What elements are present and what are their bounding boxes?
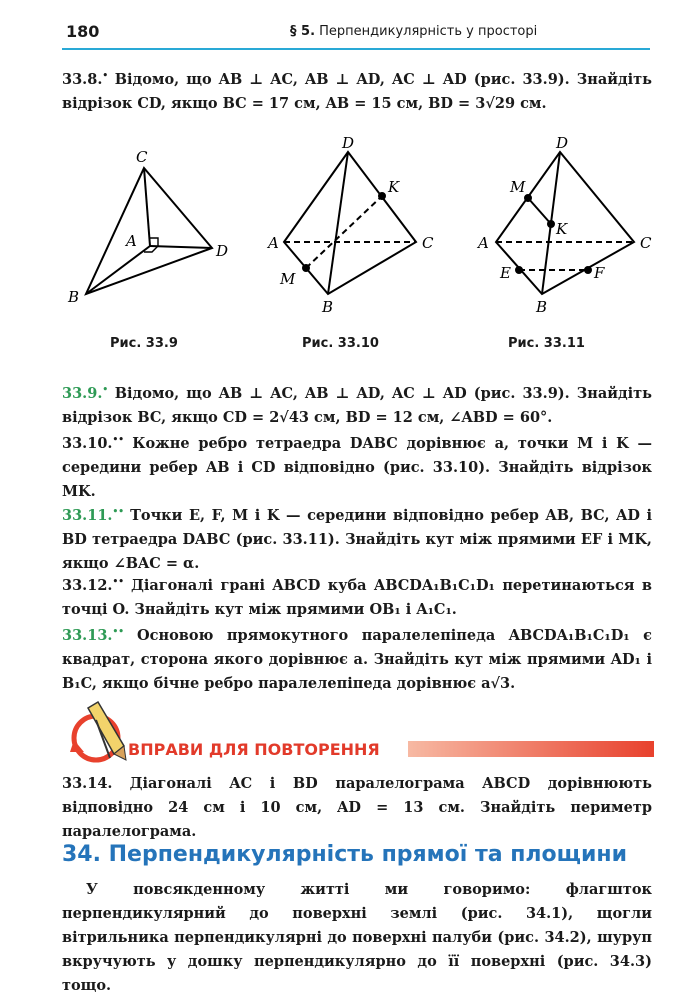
difficulty-marker: •: [102, 385, 109, 395]
problem-text: Основою прямокутного паралелепіпеда ABCDA₁B₁C₁D₁ є квадрат, сторона якого дорівнює a. Знайдіть кут між прямими AD₁ і B₁C, якщо бічне ребро паралелепіпеда дорівнює a√3.: [62, 626, 652, 692]
section-title: [290, 24, 537, 39]
problem-number: 33.13.: [62, 626, 113, 644]
label-B: B: [536, 298, 548, 316]
figure-caption: Рис. 33.10: [302, 336, 379, 351]
label-M: M: [510, 178, 526, 196]
review-banner-title: ВПРАВИ ДЛЯ ПОВТОРЕННЯ: [128, 740, 380, 759]
figures-svg: [62, 130, 652, 360]
page-number: 180: [66, 22, 100, 41]
label-A: A: [268, 234, 279, 252]
problem-number: 33.10.: [62, 434, 113, 452]
problem-number: 33.11.: [62, 506, 113, 524]
problem-33-14: [62, 772, 652, 844]
problem-33-11: [62, 500, 652, 576]
intro-paragraph: У повсякденному житті ми говоримо: флагшток перпендикулярний до поверхні землі (рис. 34.1), щогли вітрильника перпендикулярні до поверхні палуби (рис. 34.2), шуруп вкручують у дошку перпендикулярно до її поверхні (рис. 34.3) тощо.: [62, 881, 652, 994]
problem-number: 33.9.: [62, 384, 103, 402]
problem-33-13: [62, 620, 652, 696]
problem-33-8: [62, 64, 652, 116]
page-header: [62, 22, 650, 50]
problem-text: Кожне ребро тетраедра DABC дорівнює a, точки M і K — середини ребер AB і CD відповідно (рис. 33.10). Знайдіть відрізок MK.: [62, 434, 652, 500]
section-mark: § 5.: [290, 24, 316, 39]
problem-text: Відомо, що AB ⊥ AC, AB ⊥ AD, AC ⊥ AD (рис. 33.9). Знайдіть відрізок CD, якщо BC = 17 см, AB = 15 см, BD = 3√29 см.: [62, 70, 652, 112]
section-heading: 34. Перпендикулярність прямої та площини: [62, 842, 627, 867]
label-B: B: [322, 298, 334, 316]
label-D: D: [342, 134, 355, 152]
problem-number: 33.12.: [62, 576, 113, 594]
figure-33-9: [86, 168, 212, 294]
figures-row: [62, 130, 652, 360]
figure-33-10: [284, 152, 416, 294]
difficulty-marker: ••: [112, 627, 124, 637]
label-K: K: [388, 178, 400, 196]
problem-33-12: [62, 570, 652, 622]
figure-caption: Рис. 33.11: [508, 336, 585, 351]
problem-text: Діагоналі грані ABCD куба ABCDA₁B₁C₁D₁ перетинаються в точці O. Знайдіть кут між прямими OB₁ і A₁C₁.: [62, 576, 652, 618]
label-D: D: [556, 134, 569, 152]
difficulty-marker: •: [102, 71, 109, 81]
label-M: M: [280, 270, 296, 288]
problem-33-10: [62, 428, 652, 504]
section-name: Перпендикулярність у просторі: [319, 24, 538, 39]
difficulty-marker: ••: [112, 507, 124, 517]
label-C: C: [136, 148, 148, 166]
problem-number: 33.8.: [62, 70, 103, 88]
label-A: A: [478, 234, 489, 252]
problem-number: 33.14.: [62, 775, 113, 792]
problem-text: Відомо, що AB ⊥ AC, AB ⊥ AD, AC ⊥ AD (рис. 33.9). Знайдіть відрізок BC, якщо CD = 2√43 см, BD = 12 см, ∠ABD = 60°.: [62, 384, 652, 426]
label-C: C: [640, 234, 652, 252]
label-D: D: [216, 242, 229, 260]
difficulty-marker: ••: [112, 577, 124, 587]
figure-caption: Рис. 33.9: [110, 336, 178, 351]
pencil-compass-icon: [66, 700, 130, 764]
problem-text: Точки E, F, M і K — середини відповідно ребер AB, BC, AD і BD тетраедра DABC (рис. 33.11). Знайдіть кут між прямими EF і MK, якщо ∠BAC = α.: [62, 506, 652, 572]
label-A: A: [126, 232, 137, 250]
label-E: E: [500, 264, 511, 282]
problem-33-9: [62, 378, 652, 430]
review-banner-bar: [408, 741, 654, 757]
label-K: K: [556, 220, 568, 238]
problem-text: Діагоналі AC і BD паралелограма ABCD дорівнюють відповідно 24 см і 10 см, AD = 13 см. Знайдіть периметр паралелограма.: [62, 775, 652, 840]
label-C: C: [422, 234, 434, 252]
difficulty-marker: ••: [112, 435, 124, 445]
label-B: B: [68, 288, 80, 306]
label-F: F: [594, 264, 605, 282]
